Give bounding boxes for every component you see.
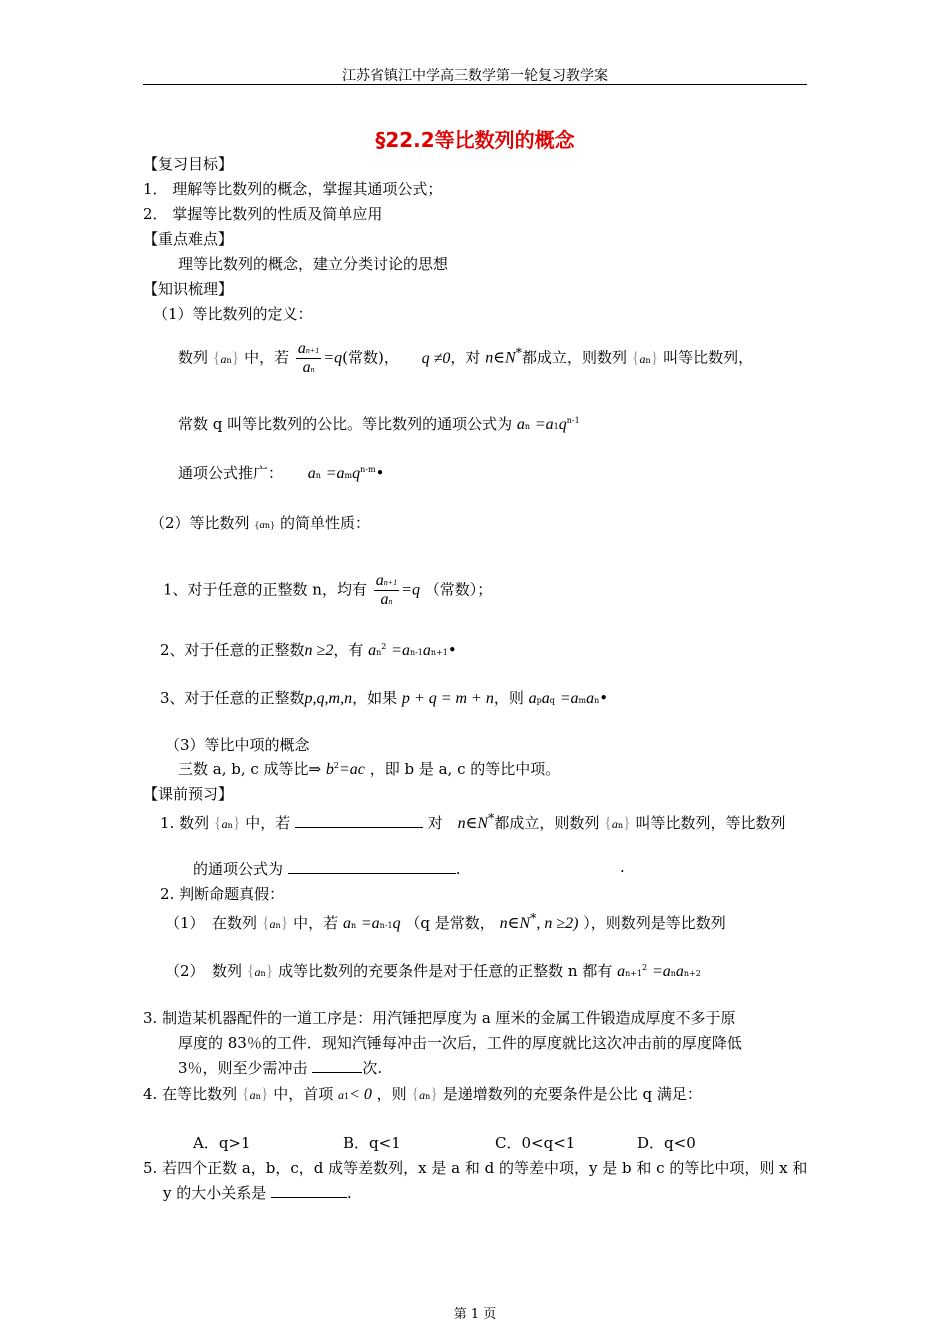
definition-line-2: 常数 q 叫等比数列的公比。等比数列的通项公式为 an $=a1q^{n-1}$ (178, 415, 580, 433)
question-2-heading: 2. 判断命题真假： (160, 885, 285, 903)
question-5-line-1: 5. 若四个正数 a，b，c，d 成等差数列，x 是 a 和 d 的等差中项，y 是 b 和 c 的等比中项，则 x 和 (143, 1159, 808, 1177)
question-3-line-1: 3. 制造某机器配件的一道工序是：用汽锤把厚度为 a 厘米的金属工件锻造成厚度不多于原 (143, 1009, 736, 1027)
definition-heading: （1）等比数列的定义： (153, 305, 313, 323)
option-d[interactable]: D．q<0 (637, 1134, 696, 1152)
question-3-line-2: 厚度的 83％的工件．现知汽锤每冲击一次后，工件的厚度就比这次冲击前的厚度降低 (178, 1034, 742, 1052)
definition-line-3: 通项公式推广： an =amq$^{n-m}$• (178, 464, 385, 482)
option-a[interactable]: A．q>1 (193, 1134, 251, 1152)
header-rule (143, 84, 807, 85)
page-header: 江苏省镇江中学高三数学第一轮复习教学案 (342, 68, 608, 84)
option-b[interactable]: B．q<1 (343, 1134, 401, 1152)
definition-line-1: 数列 {an} 中，若 $\frac{an+1}{an}$ =q(常数)， q ≠0，对 n∈N*都成立，则数列 {an} 叫等比数列， (178, 340, 754, 376)
question-5-line-2: y 的大小关系是 . (163, 1184, 352, 1202)
question-1-line-1: 1. 数列 {an} 中，若 对 n∈N*都成立，则数列 {an} 叫等比数列，等比数列 (160, 810, 786, 832)
question-1-dot: . (620, 858, 625, 876)
question-3-line-3: 3％，则至少需冲击 次. (178, 1059, 383, 1077)
properties-heading: （2）等比数列 {an} 的简单性质： (150, 514, 370, 532)
question-2-item-2: （2） 数列 {an} 成等比数列的充要条件是对于任意的正整数 n 都有 $an+1^2$ =anan+2 (165, 962, 701, 980)
seq-an: {an} (212, 349, 240, 367)
option-c[interactable]: C．0<q<1 (495, 1134, 576, 1152)
question-4: 4. 在等比数列 {an} 中，首项 a1< 0 ，则 {an} 是递增数列的充要条件是公比 q 满足： (143, 1085, 702, 1103)
preview-heading: 【课前预习】 (143, 785, 234, 803)
q1-blank-condition[interactable] (295, 827, 423, 828)
question-1-line-2: 的通项公式为 . (193, 860, 461, 878)
ratio-fraction: $\frac{an+1}{an}$ (297, 340, 320, 376)
key-heading: 【重点难点】 (143, 230, 234, 248)
middle-term-line: 三数 a, b, c 成等比⇒ $b^2=ac$ ，即 b 是 a, c 的等比中项。 (178, 760, 561, 778)
key-point: 理等比数列的概念，建立分类讨论的思想 (178, 255, 449, 273)
property-3: 3、对于任意的正整数p,q,m,n，如果 p + q = m + n，则 apaq =aman• (160, 689, 609, 707)
goal-2: 2． 掌握等比数列的性质及简单应用 (143, 205, 383, 223)
property-1: 1、对于任意的正整数 n，均有 $\frac{an+1}{an}$ =q （常数）； (163, 572, 493, 608)
knowledge-heading: 【知识梳理】 (143, 280, 234, 298)
q1-blank-formula[interactable] (288, 873, 456, 874)
page-number: 第 1 页 (453, 1307, 497, 1322)
property-2: 2、对于任意的正整数n ≥2，有 $an^2$ =an-1an+1• (160, 641, 457, 659)
q5-blank[interactable] (271, 1197, 347, 1198)
question-2-item-1: （1） 在数列 {an} 中，若 an =an-1q （q 是常数， n∈N*, n ≥2) ），则数列是等比数列 (165, 910, 726, 932)
doc-title: §22.2等比数列的概念 (375, 128, 575, 152)
middle-term-heading: （3）等比中项的概念 (165, 736, 310, 754)
q3-blank[interactable] (312, 1072, 362, 1073)
goals-heading: 【复习目标】 (143, 155, 234, 173)
goal-1: 1． 理解等比数列的概念，掌握其通项公式； (143, 180, 443, 198)
